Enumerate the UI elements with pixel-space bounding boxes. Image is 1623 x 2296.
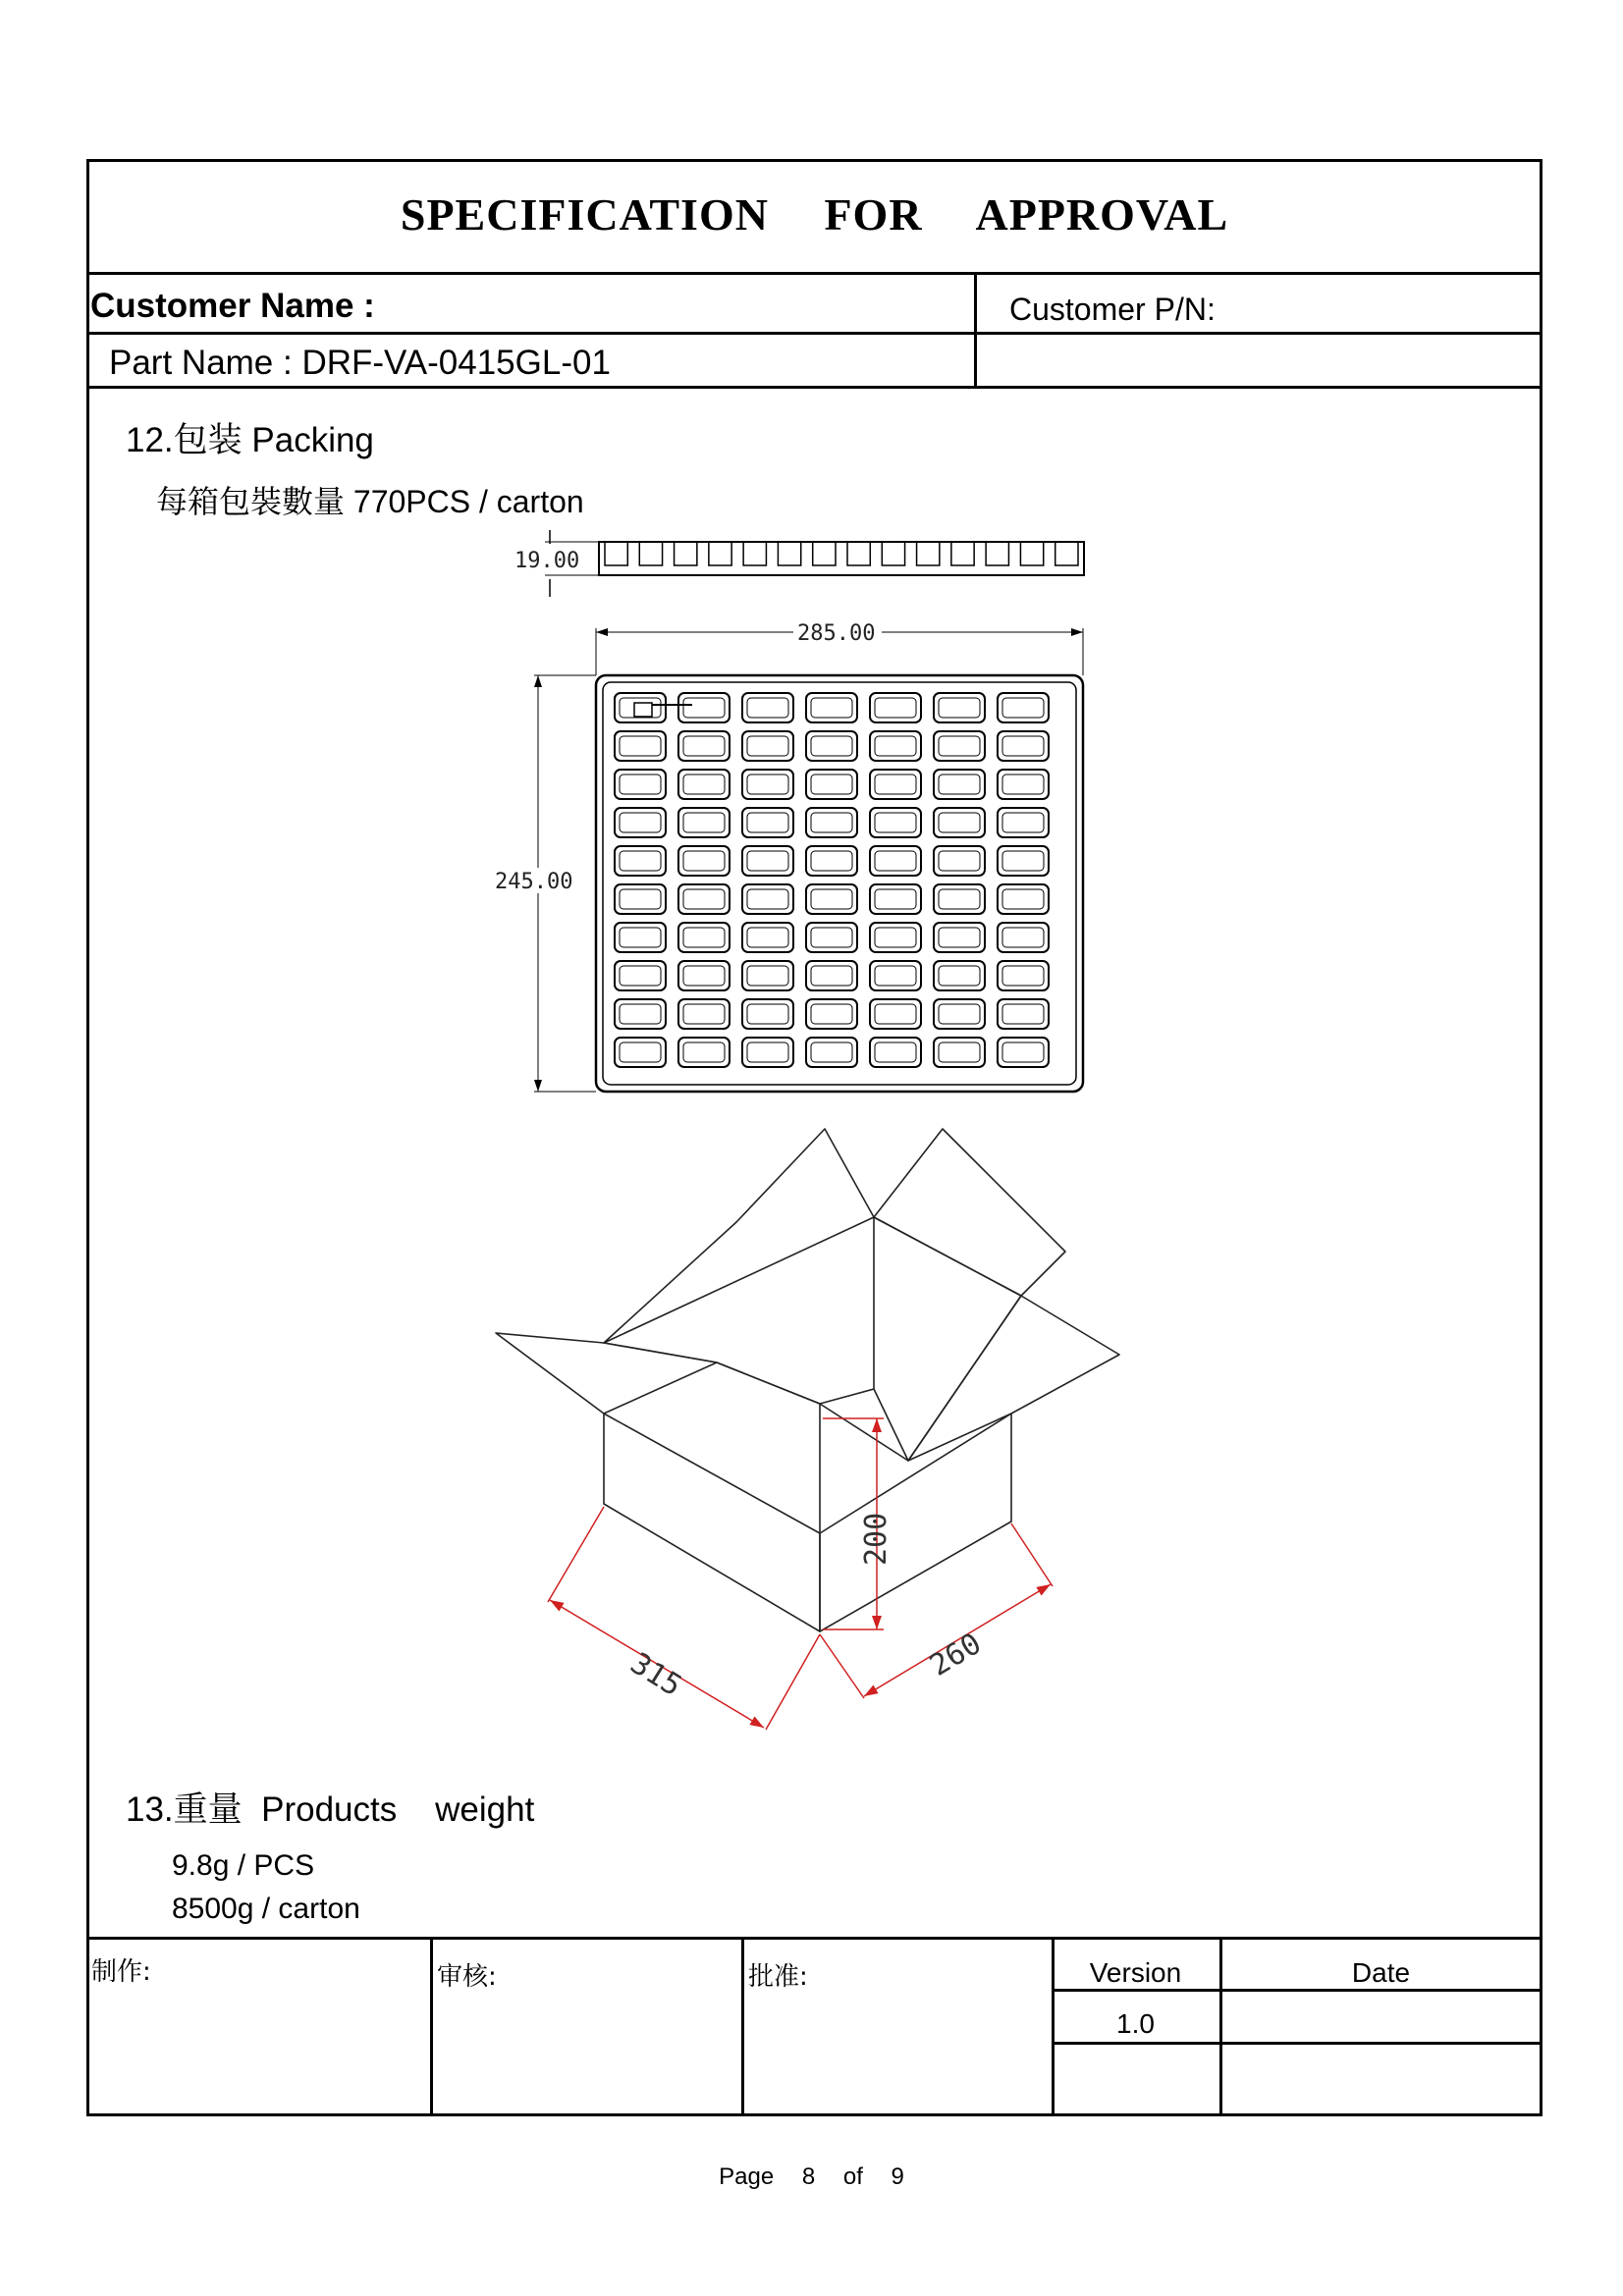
tray-side-pocket bbox=[951, 542, 974, 565]
reviewed-by-label: 审核: bbox=[437, 1962, 497, 1992]
tray-pocket-inner bbox=[939, 889, 980, 909]
customer-pn-label: Customer P/N: bbox=[1009, 292, 1216, 327]
tray-pocket-inner bbox=[939, 1042, 980, 1062]
tray-pocket-inner bbox=[683, 928, 725, 947]
rule-signoff-2 bbox=[741, 1937, 744, 2115]
tray-pocket-inner bbox=[875, 928, 916, 947]
rule-customer-divider bbox=[974, 272, 977, 387]
tray-pocket-inner bbox=[875, 966, 916, 986]
tray-pocket-inner bbox=[747, 928, 788, 947]
tray-pocket-inner bbox=[620, 813, 661, 832]
made-by-label: 制作: bbox=[91, 1957, 151, 1987]
tray-pocket-inner bbox=[1002, 851, 1044, 871]
tray-pocket-inner bbox=[683, 698, 725, 718]
tray-pocket-inner bbox=[811, 851, 852, 871]
tray-side-pocket bbox=[882, 542, 904, 565]
tray-side-pocket bbox=[986, 542, 1008, 565]
version-value: 1.0 bbox=[1116, 2008, 1155, 2039]
tray-side-pocket bbox=[675, 542, 697, 565]
tray-side-pocket bbox=[847, 542, 870, 565]
carton-height-dim: 200 bbox=[859, 1512, 893, 1566]
tray-pocket-inner bbox=[811, 774, 852, 794]
tray-pocket-inner bbox=[811, 1004, 852, 1024]
tray-pocket-inner bbox=[683, 1042, 725, 1062]
dimension-arrowhead bbox=[864, 1685, 879, 1696]
tray-pocket-inner bbox=[939, 928, 980, 947]
approved-by-label: 批准: bbox=[748, 1962, 808, 1992]
tray-side-pocket bbox=[778, 542, 800, 565]
tray-pocket-inner bbox=[683, 966, 725, 986]
tray-pocket-inner bbox=[620, 736, 661, 756]
tray-side-pocket bbox=[813, 542, 836, 565]
packing-quantity-note: 每箱包裝數量 770PCS / carton bbox=[156, 484, 584, 519]
packing-heading: 12.包装 Packing bbox=[126, 421, 374, 459]
tray-side-pocket bbox=[917, 542, 940, 565]
tray-pocket-inner bbox=[811, 736, 852, 756]
tray-pocket-inner bbox=[620, 1004, 661, 1024]
tray-pocket-inner bbox=[1002, 813, 1044, 832]
tray-pocket-inner bbox=[811, 698, 852, 718]
tray-pocket-inner bbox=[620, 774, 661, 794]
tray-pocket-inner bbox=[875, 851, 916, 871]
tray-side-view bbox=[491, 530, 1100, 599]
carton-length-dim: 315 bbox=[623, 1646, 688, 1704]
tray-pocket-inner bbox=[1002, 1004, 1044, 1024]
tray-pocket-inner bbox=[1002, 889, 1044, 909]
weight-per-carton: 8500g / carton bbox=[172, 1893, 360, 1925]
tray-pocket-inner bbox=[875, 774, 916, 794]
tray-height-dim: 19.00 bbox=[514, 549, 580, 573]
tray-pocket-inner bbox=[811, 889, 852, 909]
rule-signoff-top bbox=[86, 1937, 1542, 1940]
tray-side-pocket bbox=[1020, 542, 1043, 565]
date-header: Date bbox=[1351, 1957, 1411, 1988]
dimension-arrowhead bbox=[1036, 1584, 1051, 1595]
tray-pocket-inner bbox=[683, 1004, 725, 1024]
tray-pocket-inner bbox=[747, 736, 788, 756]
rule-signoff-1 bbox=[430, 1937, 433, 2115]
carton-width-dim: 260 bbox=[924, 1626, 988, 1683]
tray-pocket-inner bbox=[811, 813, 852, 832]
tray-side-pocket bbox=[743, 542, 766, 565]
tray-pocket-inner bbox=[939, 1004, 980, 1024]
tray-side-pocket bbox=[605, 542, 627, 565]
dimension-arrowhead bbox=[872, 1418, 882, 1432]
tray-pocket-inner bbox=[811, 1042, 852, 1062]
tray-pocket-inner bbox=[875, 1042, 916, 1062]
tray-pocket-inner bbox=[683, 851, 725, 871]
rule-under-title bbox=[86, 272, 1542, 275]
tray-side-pocket bbox=[639, 542, 662, 565]
tray-pocket-inner bbox=[1002, 736, 1044, 756]
tray-pocket-inner bbox=[875, 698, 916, 718]
tray-pocket-inner bbox=[620, 851, 661, 871]
dimension-arrowhead bbox=[749, 1717, 764, 1728]
tray-pocket-inner bbox=[620, 966, 661, 986]
tray-pocket-inner bbox=[747, 813, 788, 832]
part-name-label: Part Name : DRF-VA-0415GL-01 bbox=[109, 344, 611, 382]
weight-per-piece: 9.8g / PCS bbox=[172, 1849, 315, 1882]
carton-diagram bbox=[481, 1119, 1149, 1747]
tray-pocket-inner bbox=[620, 889, 661, 909]
weight-heading: 13.重量 Products weight bbox=[126, 1790, 535, 1829]
tray-pocket-inner bbox=[811, 928, 852, 947]
tray-pocket-inner bbox=[683, 813, 725, 832]
tray-pocket-inner bbox=[683, 889, 725, 909]
tray-pocket-inner bbox=[1002, 698, 1044, 718]
tray-pocket-inner bbox=[939, 966, 980, 986]
tray-pocket-inner bbox=[620, 698, 661, 718]
tray-pocket-inner bbox=[1002, 774, 1044, 794]
tray-pocket-inner bbox=[875, 889, 916, 909]
tray-pocket-inner bbox=[620, 1042, 661, 1062]
tray-pocket-inner bbox=[1002, 928, 1044, 947]
tray-pocket-inner bbox=[683, 736, 725, 756]
tray-pocket-inner bbox=[747, 966, 788, 986]
tray-pocket-inner bbox=[1002, 1042, 1044, 1062]
rule-version-row bbox=[1052, 2042, 1542, 2045]
tray-pocket-inner bbox=[811, 966, 852, 986]
tray-pocket-inner bbox=[747, 889, 788, 909]
tray-pocket-inner bbox=[875, 736, 916, 756]
tray-pocket-inner bbox=[939, 774, 980, 794]
tray-pocket-inner bbox=[747, 1042, 788, 1062]
tray-pocket-inner bbox=[620, 928, 661, 947]
tray-pocket-inner bbox=[747, 851, 788, 871]
tray-pocket-inner bbox=[939, 736, 980, 756]
page-title: SPECIFICATION FOR APPROVAL bbox=[400, 189, 1229, 240]
tray-pocket-inner bbox=[875, 813, 916, 832]
tray-pocket-inner bbox=[939, 698, 980, 718]
tray-pocket-inner bbox=[683, 774, 725, 794]
tray-pocket-inner bbox=[939, 813, 980, 832]
tray-pocket-inner bbox=[747, 698, 788, 718]
tray-pocket-inner bbox=[875, 1004, 916, 1024]
tray-side-pocket bbox=[1055, 542, 1078, 565]
tray-pocket-inner bbox=[939, 851, 980, 871]
dimension-arrowhead bbox=[550, 1600, 565, 1611]
tray-depth-dim: 245.00 bbox=[495, 870, 573, 894]
tray-pocket-inner bbox=[747, 774, 788, 794]
rule-under-part bbox=[86, 386, 1542, 389]
tray-top-view bbox=[481, 616, 1109, 1097]
rule-version-header bbox=[1052, 1989, 1542, 1992]
customer-name-label: Customer Name : bbox=[90, 287, 375, 325]
tray-side-pocket bbox=[709, 542, 731, 565]
tray-pocket-inner bbox=[1002, 966, 1044, 986]
tray-width-dim: 285.00 bbox=[797, 621, 876, 646]
page-number: Page 8 of 9 bbox=[719, 2163, 904, 2190]
version-header: Version bbox=[1089, 1957, 1182, 1988]
dimension-arrowhead bbox=[872, 1616, 882, 1629]
rule-under-customer bbox=[86, 332, 1542, 335]
tray-pocket-inner bbox=[747, 1004, 788, 1024]
